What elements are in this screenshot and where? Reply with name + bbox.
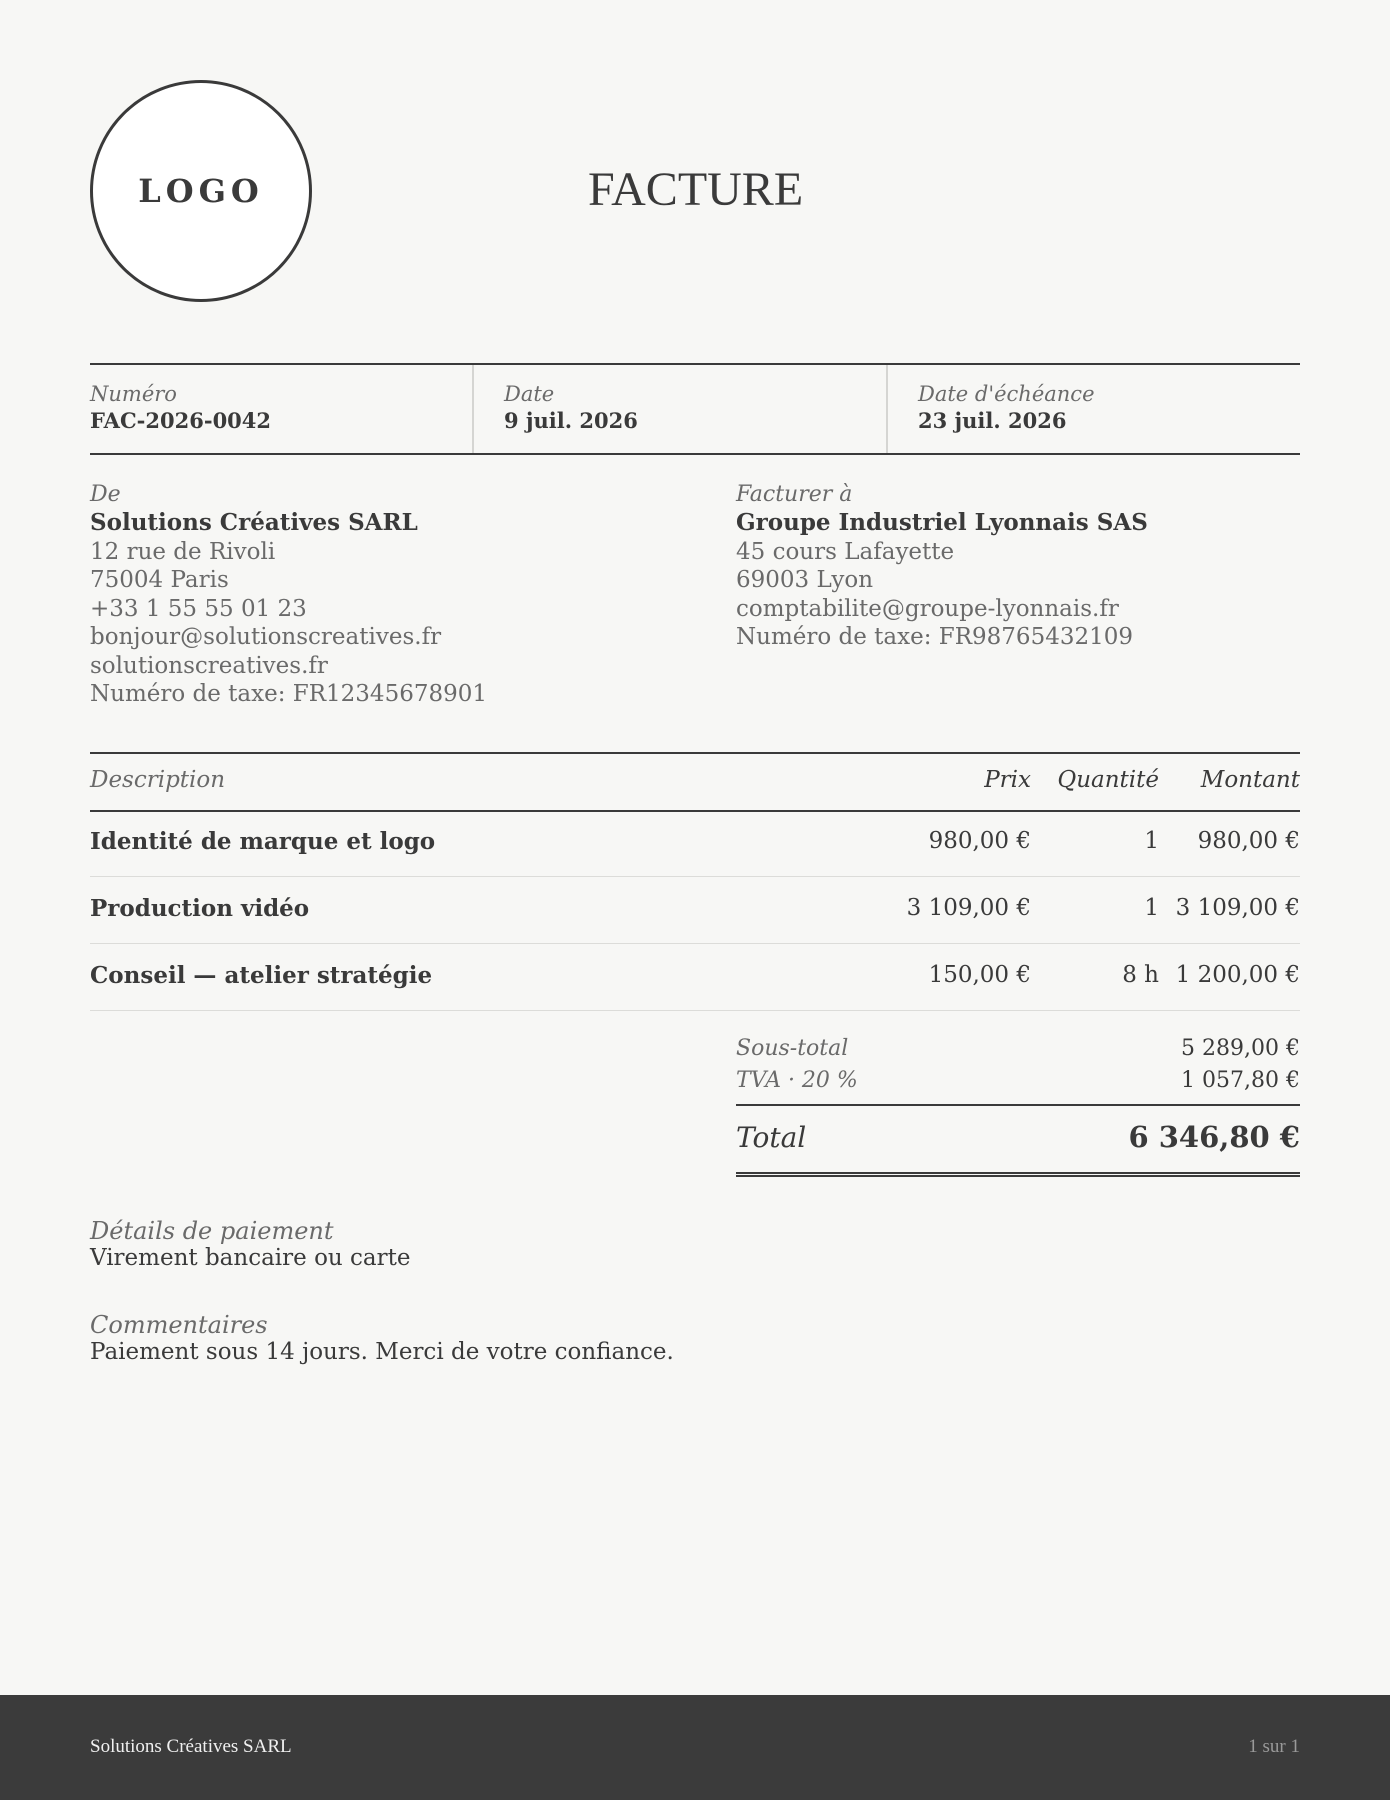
total-value: 6 346,80 € <box>1128 1120 1300 1154</box>
sender-label: De <box>90 482 121 507</box>
item-description: Identité de marque et logo <box>90 828 436 855</box>
item-amount: 3 109,00 € <box>1175 895 1300 921</box>
meta-date <box>472 365 886 453</box>
sender-block <box>90 481 487 709</box>
meta-value: FAC-2026-0042 <box>90 408 272 433</box>
meta-label: Numéro <box>90 382 177 406</box>
company-logo <box>90 80 312 302</box>
page-footer <box>0 1695 1390 1800</box>
item-quantity: 1 <box>1144 828 1159 854</box>
comments-label: Commentaires <box>90 1311 268 1339</box>
meta-invoice-number <box>90 365 472 453</box>
sender-tax-id: Numéro de taxe: FR12345678901 <box>90 681 487 707</box>
column-header-quantity: Quantité <box>1057 767 1159 793</box>
meta-value: 23 juil. 2026 <box>918 408 1067 433</box>
subtotal-value: 5 289,00 € <box>1181 1036 1300 1061</box>
total-label: Total <box>736 1121 807 1154</box>
item-amount: 1 200,00 € <box>1175 962 1300 988</box>
item-price: 980,00 € <box>928 828 1031 854</box>
invoice-title: FACTURE <box>588 163 804 216</box>
item-price: 3 109,00 € <box>906 895 1031 921</box>
table-row <box>90 944 1300 1011</box>
recipient-block <box>736 481 1148 652</box>
recipient-email: comptabilite@groupe-lyonnais.fr <box>736 595 1119 622</box>
item-description: Conseil — atelier stratégie <box>90 962 433 989</box>
comments <box>90 1311 674 1365</box>
comments-value: Paiement sous 14 jours. Merci de votre confiance. <box>90 1339 674 1365</box>
footer-company: Solutions Créatives SARL <box>90 1736 292 1757</box>
column-header-description: Description <box>90 767 226 793</box>
sender-website: solutionscreatives.fr <box>90 652 328 679</box>
subtotal-label: Sous-total <box>736 1036 849 1061</box>
payment-details <box>90 1217 410 1271</box>
recipient-city: 69003 Lyon <box>736 567 874 593</box>
item-quantity: 8 h <box>1122 962 1159 988</box>
item-price: 150,00 € <box>928 962 1031 988</box>
meta-due-date <box>886 365 1300 453</box>
recipient-tax-id: Numéro de taxe: FR98765432109 <box>736 624 1133 650</box>
sender-name: Solutions Créatives SARL <box>90 509 418 536</box>
item-quantity: 1 <box>1144 895 1159 921</box>
table-row <box>90 877 1300 944</box>
logo-text: LOGO <box>138 172 264 210</box>
table-row <box>90 810 1300 877</box>
meta-value: 9 juil. 2026 <box>504 408 638 433</box>
column-header-amount: Montant <box>1200 767 1300 793</box>
sender-email: bonjour@solutionscreatives.fr <box>90 624 442 650</box>
tax-value: 1 057,80 € <box>1181 1068 1300 1093</box>
sender-phone: +33 1 55 55 01 23 <box>90 595 307 622</box>
recipient-address: 45 cours Lafayette <box>736 538 955 565</box>
invoice-meta <box>90 363 1300 455</box>
payment-label: Détails de paiement <box>90 1217 334 1245</box>
items-table-header <box>90 752 1300 812</box>
tax-label: TVA · 20 % <box>736 1068 858 1093</box>
meta-label: Date d'échéance <box>918 382 1095 406</box>
total-row <box>736 1104 1300 1177</box>
page-number: 1 sur 1 <box>1248 1736 1300 1757</box>
recipient-name: Groupe Industriel Lyonnais SAS <box>736 509 1148 536</box>
column-header-price: Prix <box>984 767 1031 793</box>
payment-value: Virement bancaire ou carte <box>90 1245 411 1271</box>
meta-label: Date <box>504 382 555 406</box>
recipient-label: Facturer à <box>736 482 853 507</box>
item-amount: 980,00 € <box>1197 828 1300 854</box>
sender-address: 12 rue de Rivoli <box>90 538 276 565</box>
sender-city: 75004 Paris <box>90 567 229 593</box>
item-description: Production vidéo <box>90 895 310 922</box>
